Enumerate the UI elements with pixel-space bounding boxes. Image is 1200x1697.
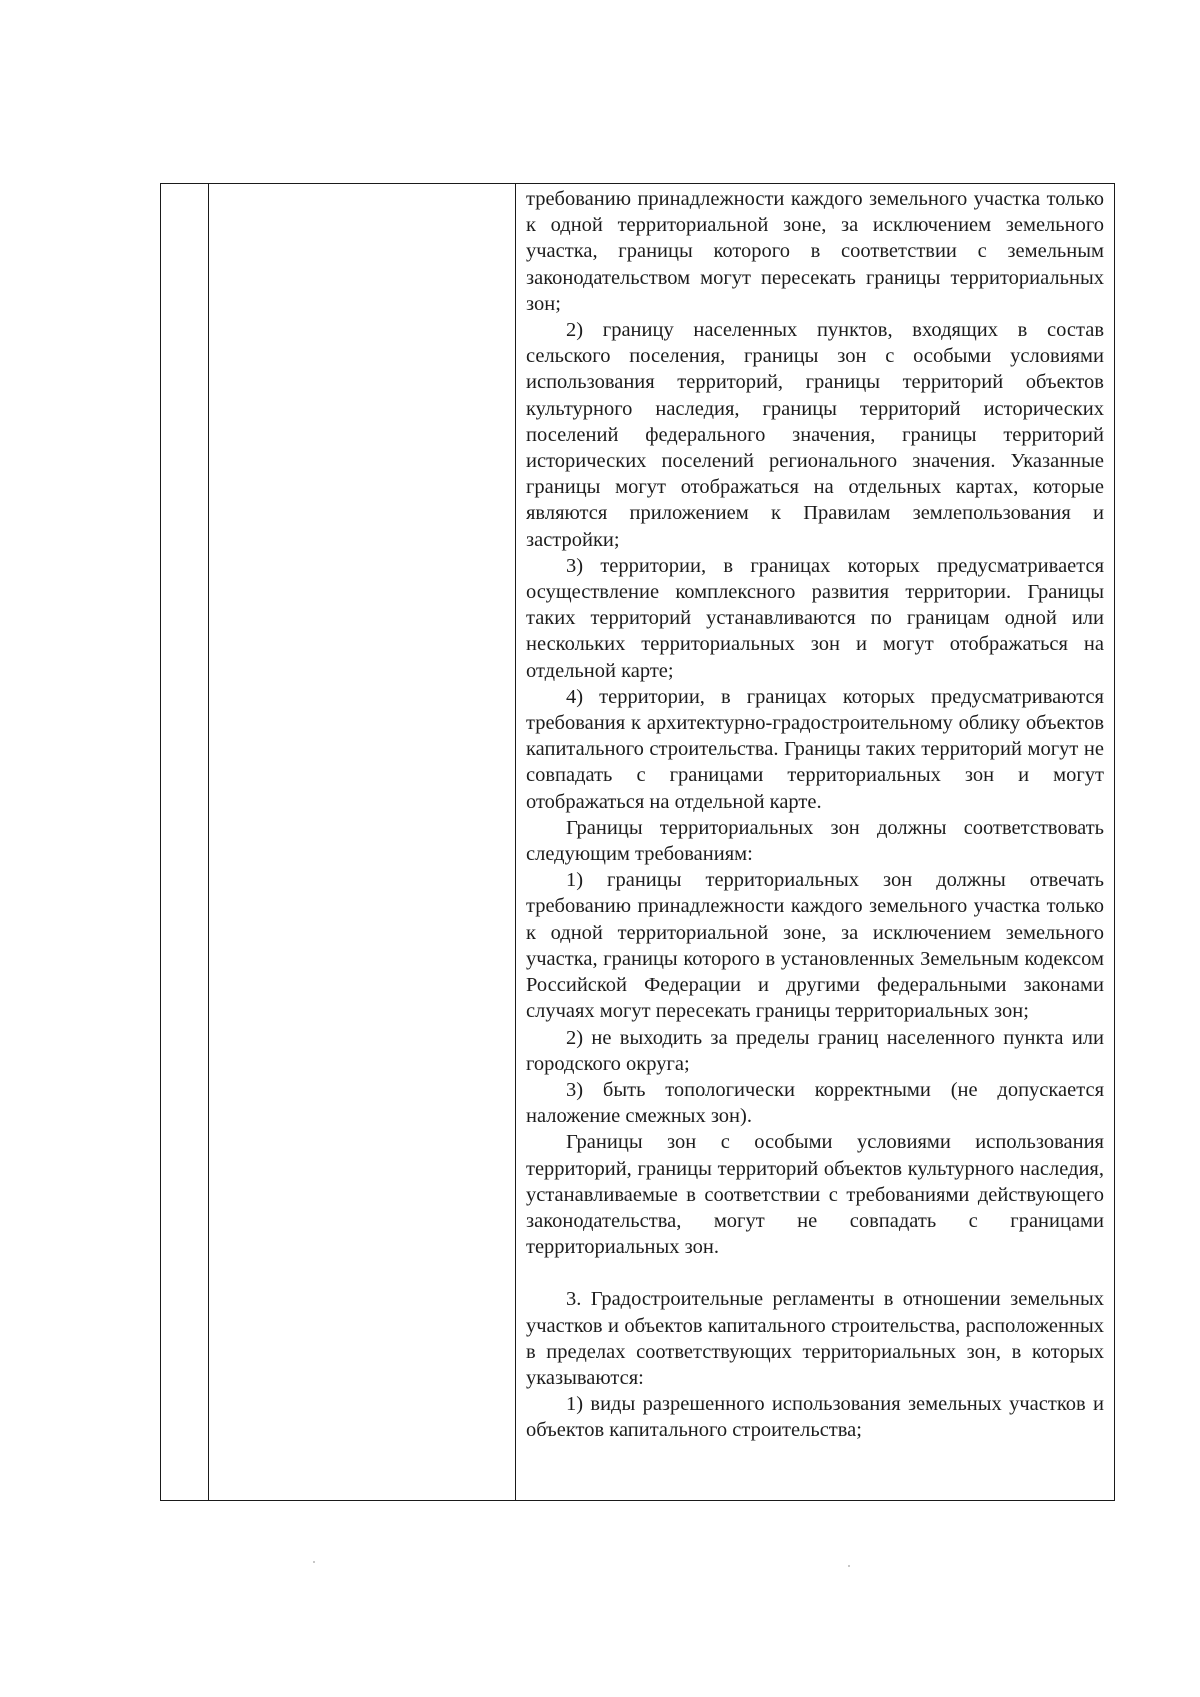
paragraph: 2) границу населенных пунктов, входящих в состав сельского поселения, границы зон с особыми условиями использования территорий, границы территорий объектов культурного наследия, границы территорий исторических поселений федерального значения, границы территорий исторических поселений регионального значения. Указанные границы могут отображаться на отдельных картах, которые являются приложением к Правилам землепользования и застройки; <box>526 319 1104 551</box>
document-table <box>160 183 1115 1501</box>
number-cell <box>161 184 209 1501</box>
paragraph: требованию принадлежности каждого земельного участка только к одной территориальной зоне, за исключением земельного участка, границы которого в соответствии с земельным законодательством могут пересекать границы территориальных зон; <box>526 188 1104 315</box>
section-title-cell <box>209 184 516 1501</box>
paragraph: 1) виды разрешенного использования земельных участков и объектов капитального строительства; <box>526 1393 1104 1442</box>
paragraph: 3) быть топологически корректными (не допускается наложение смежных зон). <box>526 1078 1104 1128</box>
paragraph: 2) не выходить за пределы границ населенного пункта или городского округа; <box>526 1026 1104 1075</box>
scan-speck <box>848 1565 850 1567</box>
paragraph: 3. Градостроительные регламенты в отношении земельных участков и объектов капитального строительства, расположенных в пределах соответствующих территориальных зон, в которых указываются: <box>526 1288 1104 1389</box>
paragraph: Границы территориальных зон должны соответствовать следующим требованиям: <box>526 816 1104 866</box>
paragraph: 4) территории, в границах которых предусматриваются требования к архитектурно-градостроительному облику объектов капитального строительства. Границы таких территорий могут не совпадать с границами территориальных зон и могут отображаться на отдельной карте. <box>526 685 1104 813</box>
scan-speck <box>313 1561 315 1563</box>
paragraph: Границы зон с особыми условиями использования территорий, границы территорий объектов культурного наследия, устанавливаемые в соответствии с требованиями действующего законодательства, могут не совпадать с границами территориальных зон. <box>526 1131 1104 1259</box>
content-cell <box>516 184 1115 1501</box>
paragraph: 1) границы территориальных зон должны отвечать требованию принадлежности каждого земельного участка только к одной территориальной зоне, за исключением земельного участка, границы которого в установленных Земельным кодексом Российской Федерации и другими федеральными законами случаях могут пересекать границы территориальных зон; <box>526 869 1104 1023</box>
content-text <box>526 186 1104 1444</box>
table-row <box>161 184 1115 1501</box>
paragraph: 3) территории, в границах которых предусматривается осуществление комплексного развития территории. Границы таких территорий устанавливаются по границам одной или нескольких территориальных зон и могут отображаться на отдельной карте; <box>526 554 1104 682</box>
